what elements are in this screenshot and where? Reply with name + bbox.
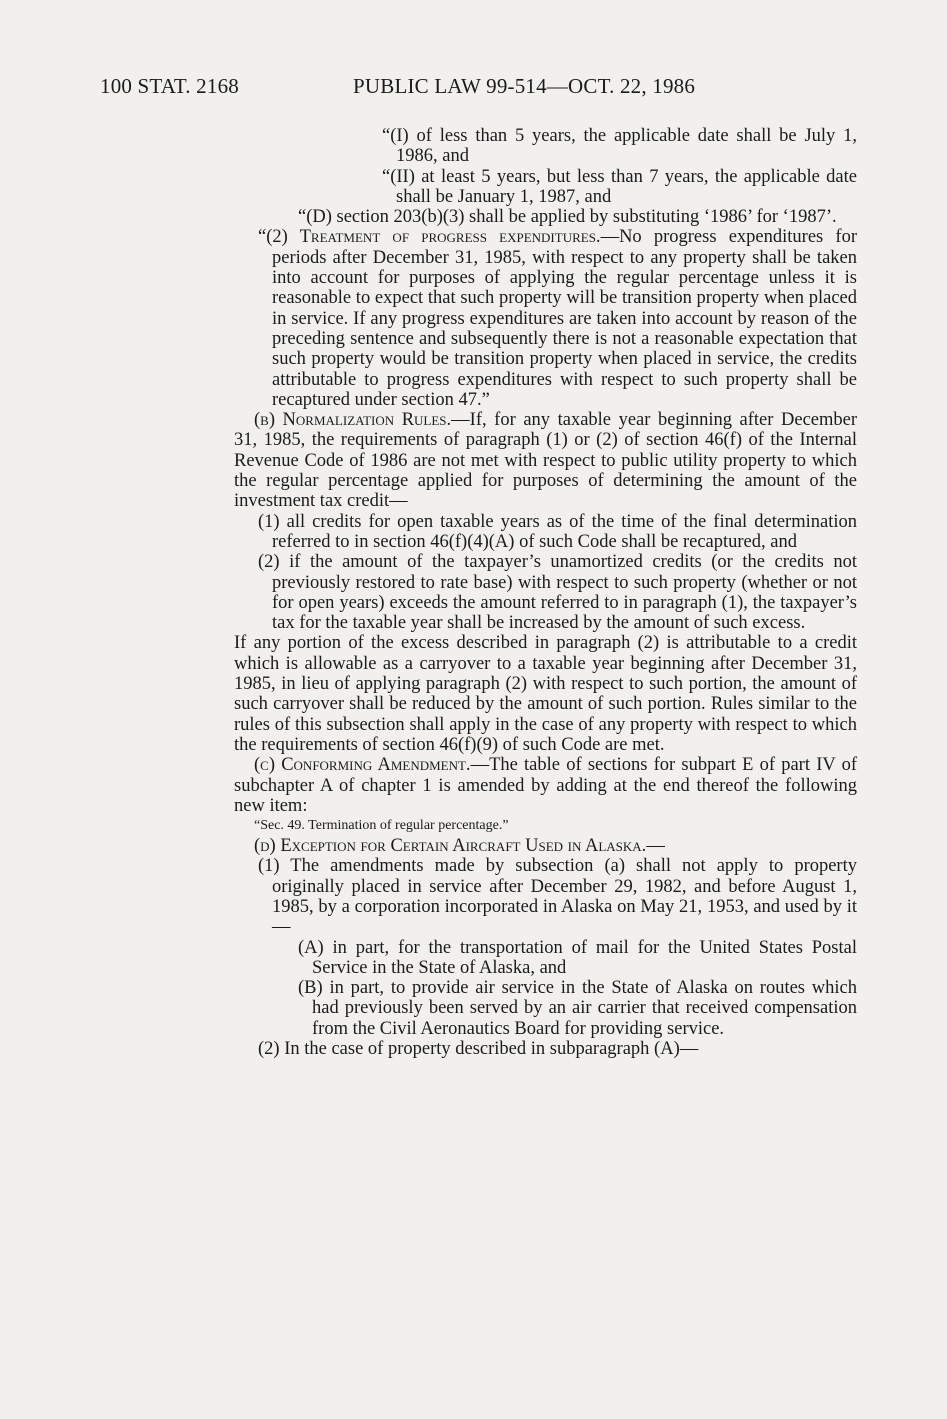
- subsection-body: —The table of sections for subpart E of part IV of subchapter A of chapter 1 is amended by adding at the end thereof the following new item:: [234, 755, 857, 816]
- subsection-heading: (d) Exception for Certain Aircraft Used in Alaska.: [254, 836, 647, 857]
- table-of-sections-item: “Sec. 49. Termination of regular percentage.”: [254, 818, 509, 834]
- statute-page-reference: 100 STAT. 2168: [100, 74, 239, 98]
- paragraph-1-amendments-not-apply: (1) The amendments made by subsection (a) shall not apply to property originally placed in service after December 29, 1982, and before August 1, 1985, by a corporation incorporated in Alaska on May 21, 1953, and used by it—: [258, 856, 857, 938]
- paragraph-heading: “(2) Treatment of progress expenditures.: [258, 227, 601, 248]
- paragraph-1-credits-recaptured: (1) all credits for open taxable years as of the time of the final determination referred to in section 46(f)(4)(A) of such Code shall be recaptured, and: [258, 511, 857, 552]
- body-text: [234, 126, 857, 1059]
- subparagraph-A-mail-transport: (A) in part, for the transportation of mail for the United States Postal Service in the State of Alaska, and: [298, 937, 857, 978]
- clause-II: “(II) at least 5 years, but less than 7 years, the applicable date shall be January 1, 1987, and: [382, 166, 857, 207]
- subparagraph-B-air-service: (B) in part, to provide air service in the State of Alaska on routes which had previously been served by an air carrier that received compensation from the Civil Aeronautics Board for providing service.: [298, 978, 857, 1039]
- subsection-d-alaska-aircraft: [234, 836, 857, 856]
- paragraph-2-unamortized-credits: (2) if the amount of the taxpayer’s unamortized credits (or the credits not previously restored to rate base) with respect to such property (whether or not for open years) exceeds the amount referred to in paragraph (1), the taxpayer’s tax for the taxable year shall be increased by the amount of such excess.: [258, 552, 857, 634]
- subsection-dash: —: [646, 836, 665, 857]
- subsection-c-conforming-amendment: [234, 755, 857, 816]
- subsection-heading: (c) Conforming Amendment.: [254, 755, 471, 776]
- subsection-body: —If, for any taxable year beginning after December 31, 1985, the requirements of paragraph (1) or (2) of section 46(f) of the Internal Revenue Code of 1986 are not met with respect to public utility property to which the regular percentage applied for purposes of determining the amount of the investment tax credit—: [234, 410, 858, 512]
- law-title: PUBLIC LAW 99-514—OCT. 22, 1986: [353, 74, 696, 98]
- paragraph-2-progress-expenditures: [234, 227, 857, 410]
- paragraph-2-property-described: (2) In the case of property described in subparagraph (A)—: [258, 1039, 699, 1060]
- subparagraph-D: “(D) section 203(b)(3) shall be applied by substituting ‘1986’ for ‘1987’.: [298, 207, 837, 228]
- subsection-b-normalization-rules: [234, 410, 857, 511]
- subsection-heading: (b) Normalization Rules.: [254, 410, 452, 431]
- paragraph-body: —No progress expenditures for periods after December 31, 1985, with respect to any property shall be taken into account for purposes of applying the regular percentage unless it is reasonable to expect that such property will be transition property when placed in service. If any progress expenditures are taken into account by reason of the preceding sentence and subsequently there is not a reasonable expectation that such property would be transition property when placed in service, the credits attributable to progress expenditures with respect to such property shall be recaptured under section 47.”: [272, 227, 857, 410]
- flush-text-carryover: If any portion of the excess described in paragraph (2) is attributable to a credit which is allowable as a carryover to a taxable year beginning after December 31, 1985, in lieu of applying paragraph (2) with respect to such portion, the amount of such carryover shall be reduced by the amount of such portion. Rules similar to the rules of this subsection shall apply in the case of any property with respect to which the requirements of section 46(f)(9) of such Code are met.: [234, 633, 857, 755]
- clause-I: “(I) of less than 5 years, the applicable date shall be July 1, 1986, and: [382, 126, 857, 167]
